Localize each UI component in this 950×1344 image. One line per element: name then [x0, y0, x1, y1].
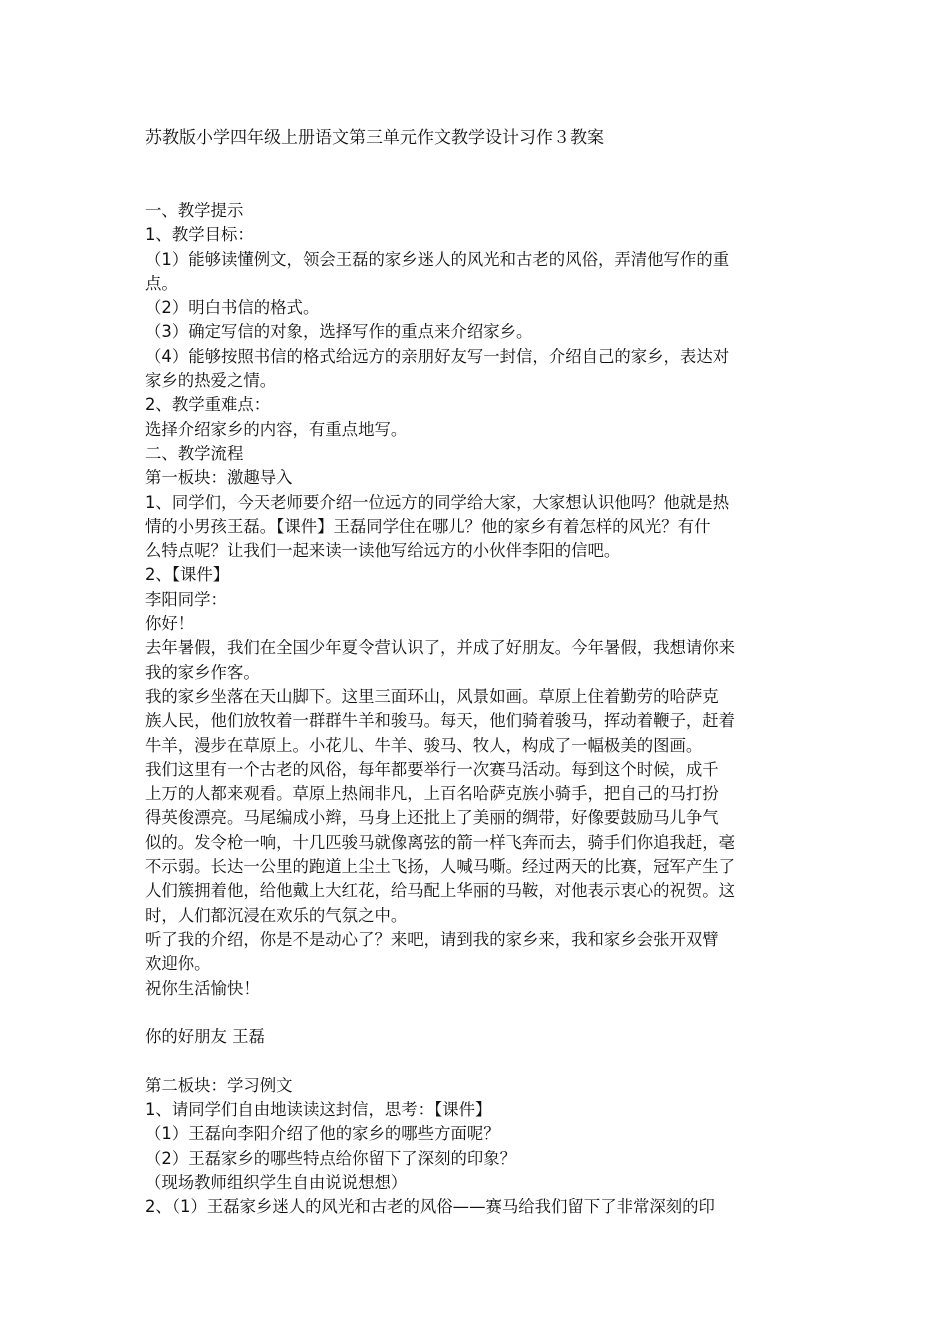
text-line: 选择介绍家乡的内容，有重点地写。	[145, 419, 408, 439]
text-line: 1、教学目标：	[145, 225, 254, 245]
text-line: 人们簇拥着他，给他戴上大红花，给马配上华丽的马鞍，对他表示衷心的祝贺。这	[145, 881, 736, 901]
text-line: 2、教学重难点：	[145, 395, 271, 415]
text-line: （1）能够读懂例文，领会王磊的家乡迷人的风光和古老的风俗，弄清他写作的重	[145, 249, 730, 269]
text-line: 1、请同学们自由地读读这封信，思考：【课件】	[145, 1099, 492, 1119]
text-line: 似的。发令枪一响，十几匹骏马就像离弦的箭一样飞奔而去，骑手们你追我赶，毫	[145, 832, 736, 852]
blank-line	[145, 1001, 810, 1025]
text-line: 我的家乡作客。	[145, 662, 260, 682]
text-line: 一、教学提示	[145, 201, 244, 220]
text-line: 你好！	[145, 614, 195, 634]
text-line: 家乡的热爱之情。	[145, 371, 277, 391]
text-line: （4）能够按照书信的格式给远方的亲朋好友写一封信，介绍自己的家乡，表达对	[145, 346, 730, 366]
text-line: （2）明白书信的格式。	[145, 298, 320, 318]
text-line: 第二板块：学习例文	[145, 1075, 293, 1095]
text-line: 2、【课件】	[145, 565, 230, 585]
text-line: 时，人们都沉浸在欢乐的气氛之中。	[145, 905, 408, 925]
text-line: 得英俊漂亮。马尾编成小辫，马身上还批上了美丽的绸带，好像要鼓励马儿争气	[145, 808, 719, 828]
blank-line	[145, 1049, 810, 1073]
document-body	[145, 199, 810, 1219]
text-line: 李阳同学：	[145, 589, 227, 609]
text-line: 去年暑假，我们在全国少年夏令营认识了，并成了好朋友。今年暑假，我想请你来	[145, 638, 736, 658]
text-line: （现场教师组织学生自由说说想想）	[145, 1172, 408, 1192]
document-title: 苏教版小学四年级上册语文第三单元作文教学设计习作３教案	[145, 128, 604, 148]
text-line: 情的小男孩王磊。【课件】王磊同学住在哪儿？他的家乡有着怎样的风光？有什	[145, 516, 711, 536]
text-line: 我的家乡坐落在天山脚下。这里三面环山，风景如画。草原上住着勤劳的哈萨克	[145, 686, 719, 706]
text-line: 2、（1）王磊家乡迷人的风光和古老的风俗——赛马给我们留下了非常深刻的印	[145, 1197, 715, 1217]
text-line: 点。	[145, 273, 178, 293]
text-line: 牛羊，漫步在草原上。小花儿、牛羊、骏马、牧人，构成了一幅极美的图画。	[145, 735, 703, 755]
text-line: 我们这里有一个古老的风俗，每年都要举行一次赛马活动。每到这个时候，成千	[145, 759, 719, 779]
text-line: （3）确定写信的对象，选择写作的重点来介绍家乡。	[145, 322, 533, 342]
text-line: 欢迎你。	[145, 954, 211, 974]
text-line: 上万的人都来观看。草原上热闹非凡，上百名哈萨克族小骑手，把自己的马打扮	[145, 784, 719, 804]
text-line: 祝你生活愉快！	[145, 978, 260, 998]
text-line: 不示弱。长达一公里的跑道上尘土飞扬，人喊马嘶。经过两天的比赛，冠军产生了	[145, 857, 736, 877]
text-line: 二、教学流程	[145, 443, 244, 463]
text-line: 你的好朋友 王磊	[145, 1027, 265, 1047]
text-line: 族人民，他们放牧着一群群牛羊和骏马。每天，他们骑着骏马，挥动着鞭子，赶着	[145, 711, 736, 731]
text-line: 1、同学们，今天老师要介绍一位远方的同学给大家，大家想认识他吗？他就是热	[145, 492, 730, 512]
text-line: 听了我的介绍，你是不是动心了？来吧，请到我的家乡来，我和家乡会张开双臂	[145, 929, 719, 949]
text-line: 第一板块：激趣导入	[145, 468, 293, 488]
text-line: 么特点呢？让我们一起来读一读他写给远方的小伙伴李阳的信吧。	[145, 541, 621, 561]
text-line: （1）王磊向李阳介绍了他的家乡的哪些方面呢？	[145, 1124, 500, 1144]
text-line: （2）王磊家乡的哪些特点给你留下了深刻的印象？	[145, 1148, 517, 1168]
